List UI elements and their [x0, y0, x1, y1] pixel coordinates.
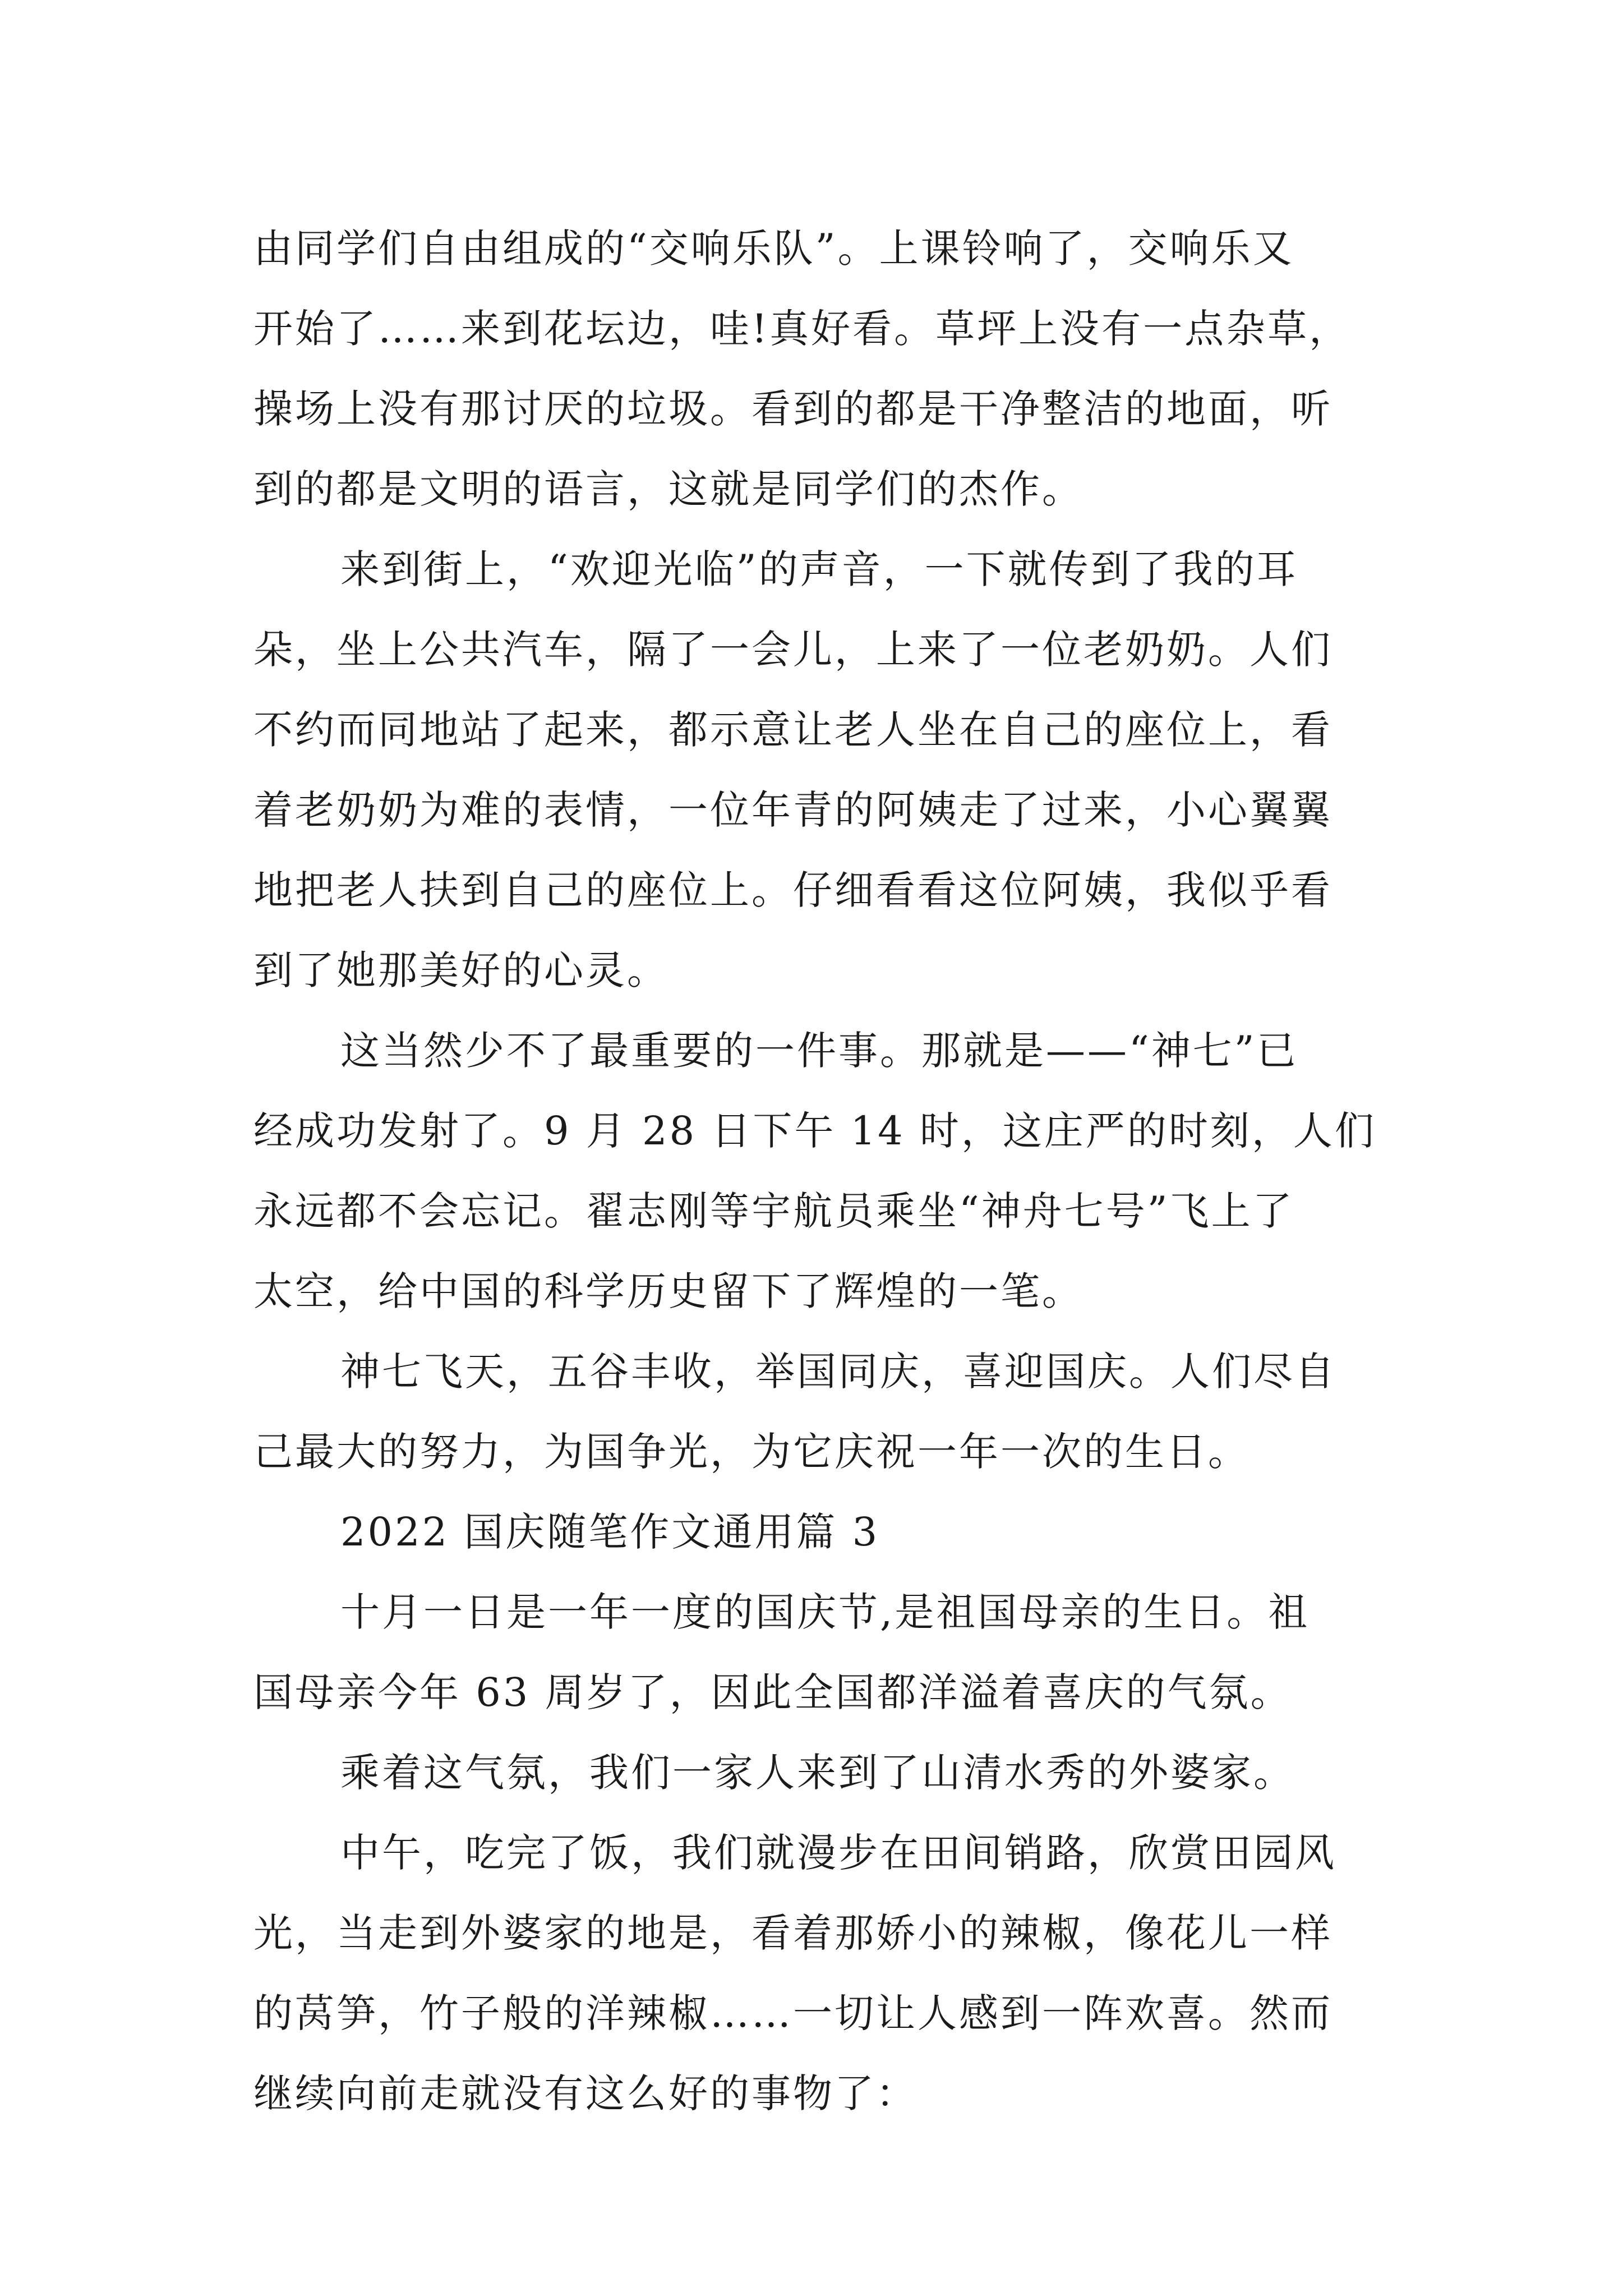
text-line: 地把老人扶到自己的座位上。仔细看看这位阿姨，我似乎看	[253, 867, 1332, 913]
section-heading: 2022 国庆随笔作文通用篇 3	[340, 1509, 880, 1555]
text-line: 国母亲今年 63 周岁了，因此全国都洋溢着喜庆的气氛。	[253, 1669, 1292, 1715]
paragraph-start-line: 中午，吃完了饭，我们就漫步在田间销路，欣赏田园风	[340, 1830, 1336, 1876]
paragraph-start-line: 来到街上，“欢迎光临”的声音，一下就传到了我的耳	[340, 546, 1298, 592]
text-line: 着老奶奶为难的表情，一位年青的阿姨走了过来，小心翼翼	[253, 787, 1332, 833]
paragraph-start-line: 乘着这气氛，我们一家人来到了山清水秀的外婆家。	[340, 1750, 1295, 1796]
text-line: 开始了……来到花坛边，哇!真好看。草坪上没有一点杂草，	[253, 306, 1351, 352]
text-line: 太空，给中国的科学历史留下了辉煌的一笔。	[253, 1268, 1083, 1314]
text-line: 到了她那美好的心灵。	[253, 947, 668, 993]
text-line: 经成功发射了。9 月 28 日下午 14 时，这庄严的时刻，人们	[253, 1108, 1376, 1154]
text-line: 光，当走到外婆家的地是，看着那娇小的辣椒，像花儿一样	[253, 1910, 1332, 1956]
text-line: 到的都是文明的语言，这就是同学们的杰作。	[253, 466, 1083, 512]
paragraph-start-line: 神七飞天，五谷丰收，举国同庆，喜迎国庆。人们尽自	[340, 1349, 1336, 1395]
paragraph-start-line: 十月一日是一年一度的国庆节,是祖国母亲的生日。祖	[340, 1589, 1310, 1635]
text-line: 朵，坐上公共汽车，隔了一会儿，上来了一位老奶奶。人们	[253, 627, 1332, 673]
text-line: 己最大的努力，为国争光，为它庆祝一年一次的生日。	[253, 1429, 1249, 1475]
text-line: 操场上没有那讨厌的垃圾。看到的都是干净整洁的地面，听	[253, 386, 1332, 432]
text-line: 永远都不会忘记。翟志刚等宇航员乘坐“神舟七号”飞上了	[253, 1188, 1294, 1234]
text-line: 由同学们自由组成的“交响乐队”。上课铃响了，交响乐又	[253, 226, 1294, 272]
document-body	[253, 209, 1398, 2134]
text-line: 不约而同地站了起来，都示意让老人坐在自己的座位上，看	[253, 707, 1332, 753]
paragraph-start-line: 这当然少不了最重要的一件事。那就是——“神七”已	[340, 1028, 1298, 1074]
text-line: 的莴笋，竹子般的洋辣椒……一切让人感到一阵欢喜。然而	[253, 1990, 1332, 2036]
text-line: 继续向前走就没有这么好的事物了：	[253, 2070, 917, 2116]
